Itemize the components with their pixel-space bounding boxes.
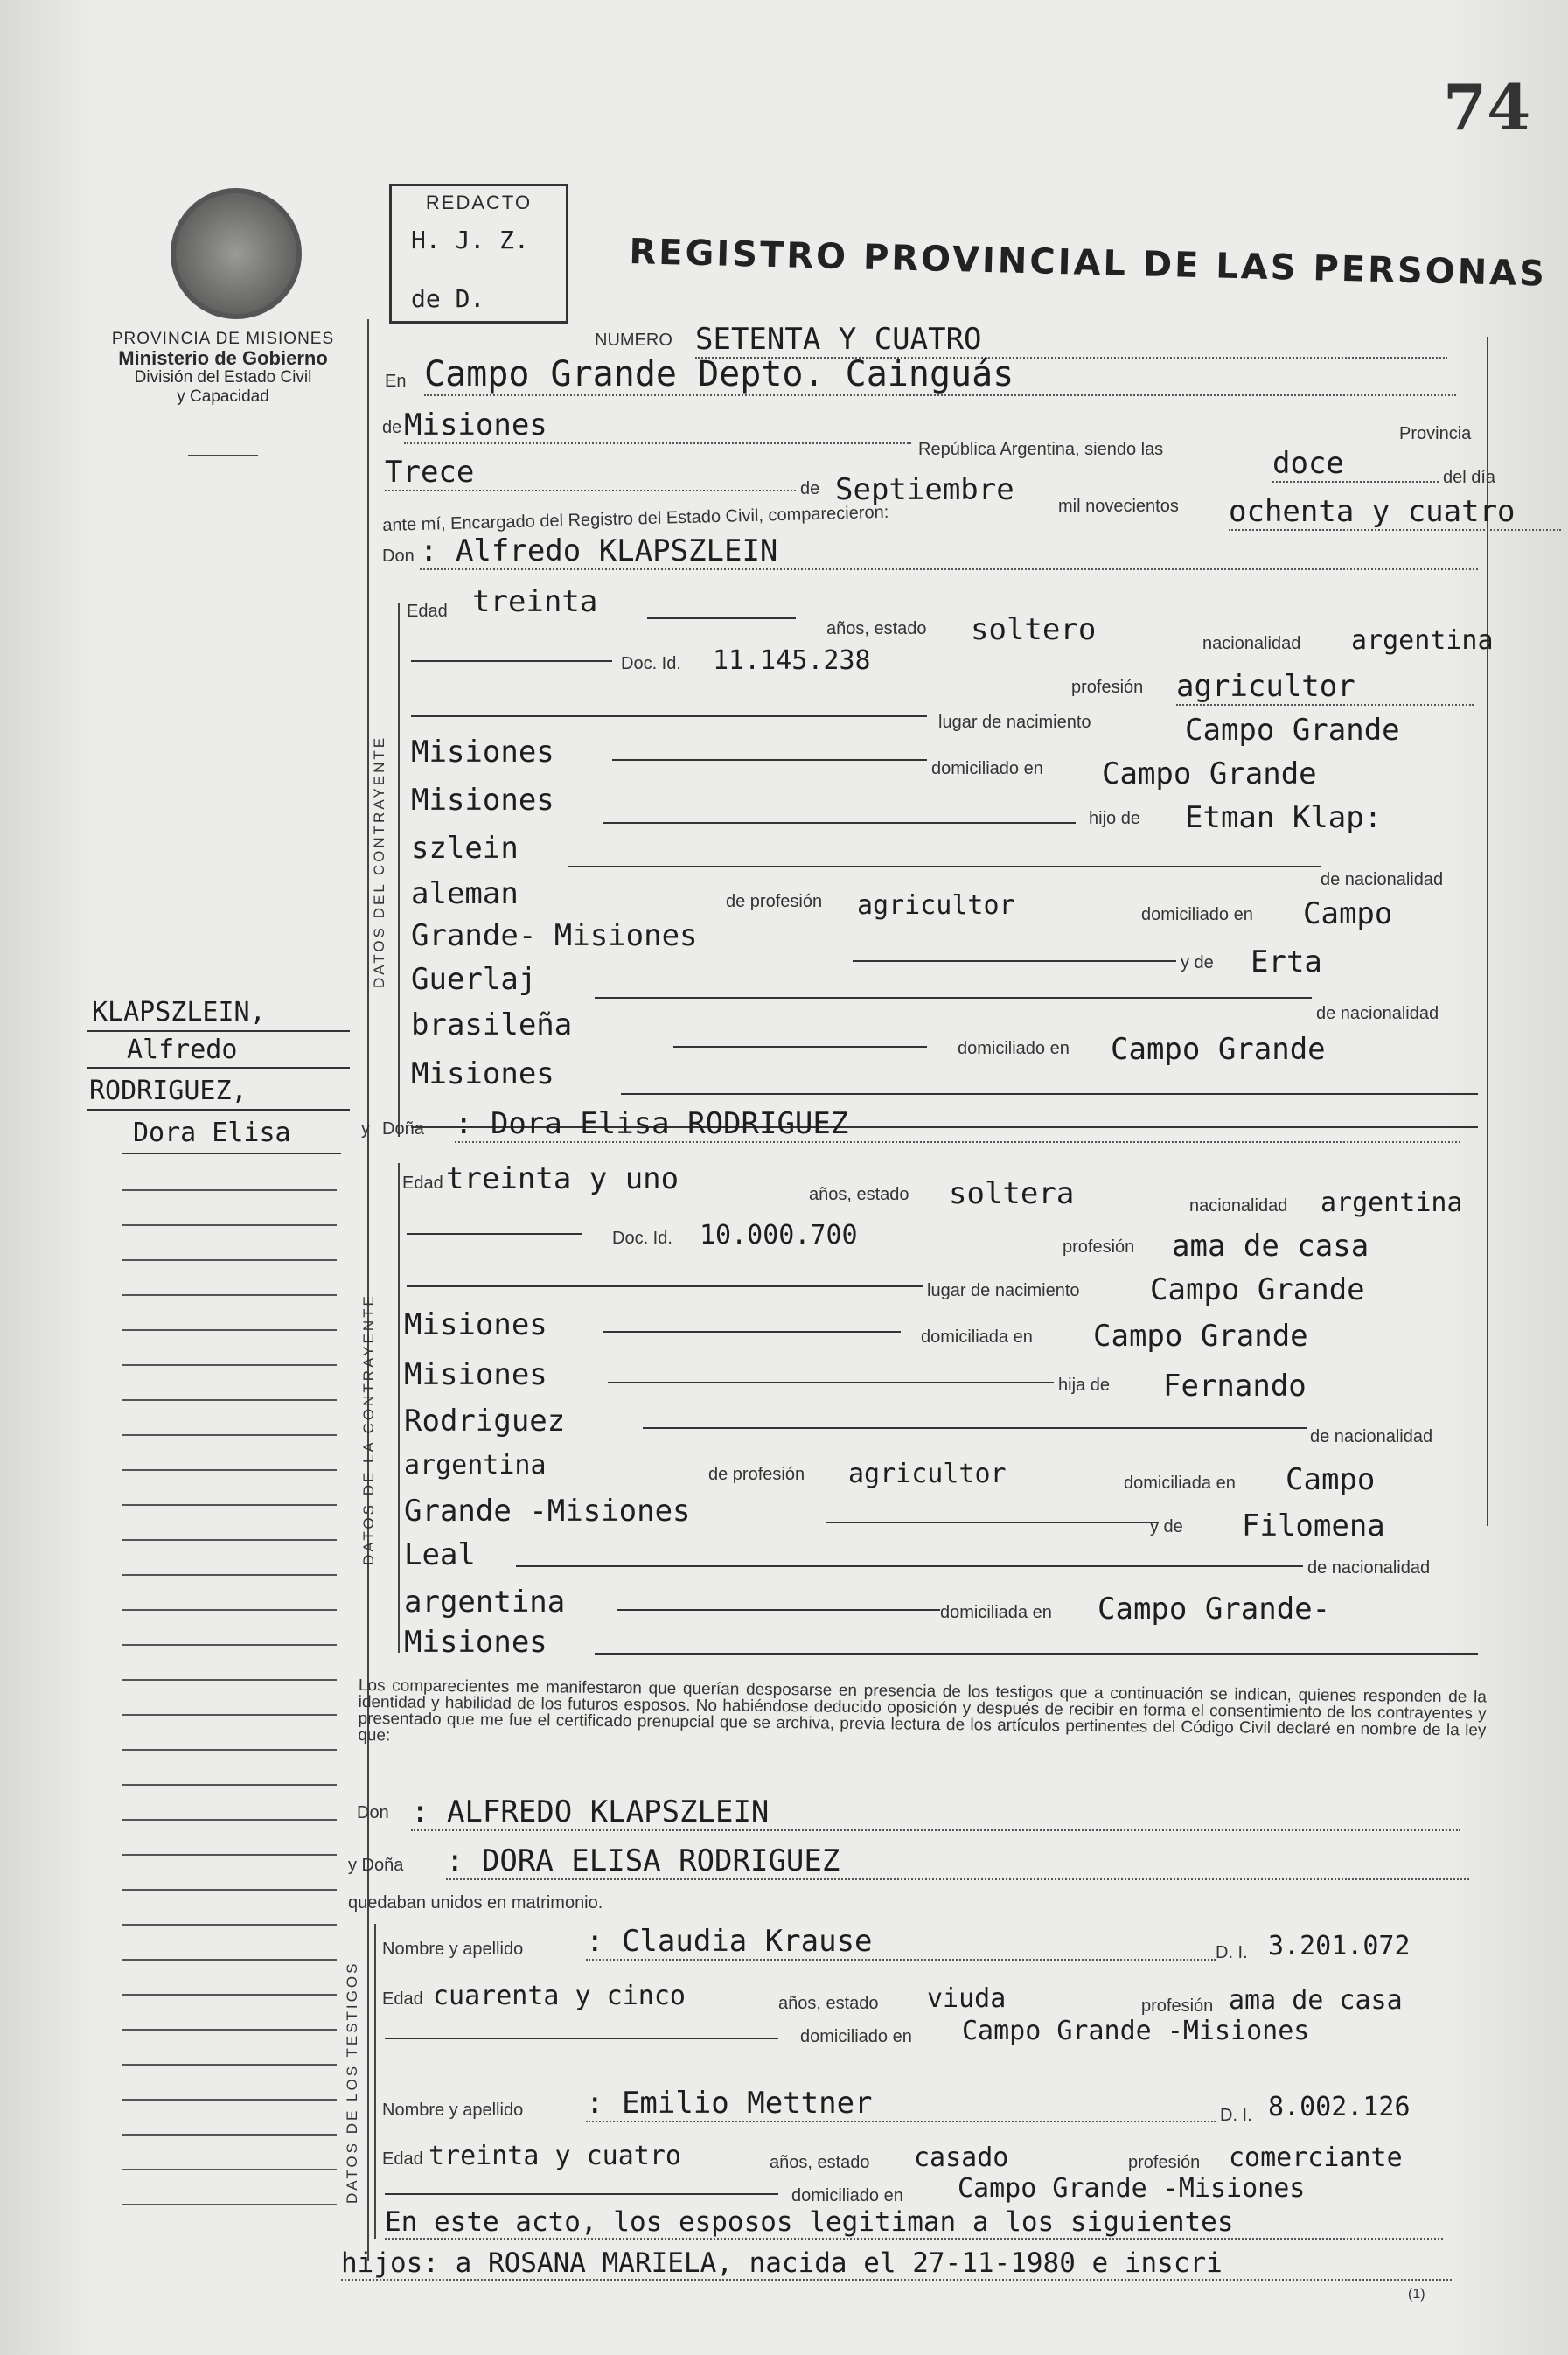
testigos-bracket <box>374 1924 376 2239</box>
lugar-label-2: lugar de nacimiento <box>927 1281 1080 1300</box>
contrayenta-domicilio: Campo Grande <box>1093 1319 1308 1354</box>
padre-domicilio-cont: Grande- Misiones <box>411 918 698 953</box>
y-de-label-2: y de <box>1150 1517 1183 1536</box>
hora-value: doce <box>1272 446 1439 483</box>
profesion-label: profesión <box>1071 678 1144 697</box>
edad-label: Edad <box>407 602 448 621</box>
contrayenta-doc: 10.000.700 <box>700 1220 858 1251</box>
testigo2-nombre-label: Nombre y apellido <box>382 2101 524 2120</box>
testigo2-estado: casado <box>914 2142 1009 2173</box>
edad-label-2: Edad <box>402 1174 443 1193</box>
rule <box>595 997 1312 999</box>
division-line-1: División del Estado Civil <box>134 368 312 387</box>
margin-rule-line <box>122 1819 337 1821</box>
margin-rule-line <box>122 1784 337 1786</box>
margin-rule-line <box>122 1504 337 1506</box>
margin-rule-line <box>122 1749 337 1751</box>
contrayenta-madre-nac: argentina <box>404 1585 566 1620</box>
redacto-label: REDACTO <box>425 192 533 213</box>
contrayente-domicilio: Campo Grande <box>1102 756 1317 791</box>
rule <box>411 715 927 717</box>
margin-surname-bride: RODRIGUEZ, <box>89 1076 247 1106</box>
contrayenta-padre-prof: agricultor <box>848 1459 1007 1489</box>
contrayenta-padre-dom: Campo <box>1286 1462 1376 1497</box>
numero-value: SETENTA Y CUATRO <box>695 322 1447 359</box>
domiciliado-label: domiciliado en <box>931 759 1043 778</box>
contrayenta-nacionalidad: argentina <box>1321 1188 1463 1218</box>
provincia-label: Provincia <box>1399 424 1472 443</box>
declaration-paragraph: Los comparecientes me manifestaron que querían desposarse en presencia de los testigos que a continuación se indican, quienes responden de la identidad y habilidad de los futuros esposos. No habiéndose deducido oposición y después de recibir en forma el consentimiento de los contrayentes y presentado que me fue el certificado prenupcial que se archiva, previa lectura de los artículos pertinentes del Código Civil declaré en nombre de la ley que: <box>358 1676 1487 1745</box>
y-label: y <box>361 1119 370 1139</box>
rule <box>673 1046 927 1048</box>
contrayente-bracket <box>398 603 400 1137</box>
margin-rule-line <box>122 1609 337 1611</box>
don-value: : Alfredo KLAPSZLEIN <box>420 533 1478 570</box>
testigo2-di: 8.002.126 <box>1268 2092 1411 2122</box>
dona-label: Doña <box>382 1119 424 1139</box>
rule <box>608 1382 1054 1383</box>
margin-rule-line <box>122 1574 337 1576</box>
rule <box>122 1153 341 1154</box>
contrayente-estado: soltero <box>971 612 1097 647</box>
decl-don-value: : ALFREDO KLAPSZLEIN <box>411 1794 1460 1831</box>
rule <box>595 1653 1478 1655</box>
rule <box>568 866 1321 867</box>
nacionalidad-label-2: nacionalidad <box>1189 1196 1288 1216</box>
padre-domicilio: Campo <box>1303 896 1393 931</box>
margin-rule-line <box>122 2134 337 2136</box>
contrayente-lugar: Campo Grande <box>1185 713 1400 748</box>
rule <box>621 1093 1478 1095</box>
nacionalidad-label: nacionalidad <box>1202 634 1301 653</box>
ministry-line: Ministerio de Gobierno <box>118 347 328 369</box>
division-line-2: y Capacidad <box>177 387 269 406</box>
testigo1-edad: cuarenta y cinco <box>433 1981 686 2011</box>
header-divider <box>188 455 258 456</box>
document-title: REGISTRO PROVINCIAL DE LAS PERSONAS <box>628 232 1548 295</box>
testigo1-domicilio: Campo Grande -Misiones <box>962 2016 1310 2046</box>
redacto-initials: H. J. Z. <box>411 226 529 254</box>
rule <box>407 1233 582 1235</box>
margin-rule-line <box>122 1959 337 1961</box>
page-number: 74 <box>1443 70 1531 144</box>
rule <box>617 1609 940 1611</box>
madre-nombre: Erta <box>1251 944 1322 979</box>
margin-surname-groom: KLAPSZLEIN, <box>92 997 266 1028</box>
padre-nombre-cont: szlein <box>411 831 519 866</box>
contrayente-nacionalidad: argentina <box>1351 625 1494 656</box>
margin-rule-line <box>122 1434 337 1436</box>
margin-rule-line <box>122 1644 337 1646</box>
margin-rule-line <box>122 1714 337 1716</box>
margin-rule-line <box>122 2029 337 2031</box>
de-nacionalidad-label-4: de nacionalidad <box>1307 1558 1431 1578</box>
contrayenta-lugar: Campo Grande <box>1150 1272 1365 1307</box>
margin-rule-line <box>122 1259 337 1261</box>
de-nacionalidad-label-3: de nacionalidad <box>1310 1427 1433 1446</box>
contrayente-lugar-cont: Misiones <box>411 735 554 770</box>
rule <box>603 1331 901 1333</box>
madre-domicilio-cont: Misiones <box>411 1056 554 1091</box>
margin-rule-line <box>122 1294 337 1296</box>
rule <box>411 660 612 662</box>
margin-rule-line <box>122 1994 337 1996</box>
redacto-stamp-box <box>389 184 568 324</box>
contrayenta-madre-dom-cont: Misiones <box>404 1625 547 1660</box>
contrayenta-edad: treinta y uno <box>446 1161 679 1196</box>
testigo2-profesion-label: profesión <box>1128 2153 1201 2172</box>
margin-rule-line <box>122 1399 337 1401</box>
lugar-label: lugar de nacimiento <box>938 713 1091 732</box>
en-label: En <box>385 372 407 391</box>
left-margin-rule <box>367 319 369 2261</box>
en-value: Campo Grande Depto. Cainguás <box>424 354 1456 396</box>
margin-rule-line <box>122 2204 337 2205</box>
testigo1-di-label: D. I. <box>1216 1943 1248 1962</box>
testigo1-edad-label: Edad <box>382 1989 423 2009</box>
republica-text: República Argentina, siendo las <box>918 440 1164 459</box>
domiciliado-label-2: domiciliado en <box>1141 905 1253 924</box>
doc-label: Doc. Id. <box>621 654 681 673</box>
contrayenta-madre-cont: Leal <box>404 1537 476 1572</box>
contrayenta-estado: soltera <box>949 1176 1075 1211</box>
provincial-seal-emblem <box>171 188 302 319</box>
anos-estado-label: años, estado <box>826 619 927 638</box>
dia-value: Trece <box>385 455 796 491</box>
rule <box>647 617 796 619</box>
side-label-contrayenta: DATOS DE LA CONTRAYENTE <box>360 1293 377 1565</box>
margin-rule-line <box>122 1924 337 1926</box>
margin-rule-line <box>122 1469 337 1471</box>
madre-nacionalidad: brasileña <box>411 1007 573 1042</box>
contrayente-doc: 11.145.238 <box>713 645 871 676</box>
margin-rule-line <box>122 1224 337 1226</box>
de-nacionalidad-label: de nacionalidad <box>1321 870 1444 889</box>
contrayenta-bracket <box>398 1163 400 1653</box>
y-de-label: y de <box>1181 953 1214 972</box>
testigo2-estado-label: años, estado <box>770 2153 870 2172</box>
margin-rule-line <box>122 2099 337 2101</box>
ante-text: ante mí, Encargado del Registro del Estado Civil, comparecieron: <box>382 502 889 535</box>
testigo1-di: 3.201.072 <box>1268 1931 1411 1961</box>
contrayenta-padre-dom-cont: Grande -Misiones <box>404 1494 691 1529</box>
don-label: Don <box>382 547 415 566</box>
de-profesion-label-2: de profesión <box>708 1465 805 1484</box>
contrayenta-nombre: : Dora Elisa RODRIGUEZ <box>455 1106 1460 1143</box>
anos-estado-label-2: años, estado <box>809 1185 909 1204</box>
quedaban-text: quedaban unidos en matrimonio. <box>348 1893 603 1913</box>
padre-profesion: agricultor <box>857 890 1015 921</box>
hija-de-label: hija de <box>1058 1376 1110 1395</box>
contrayente-profesion: agricultor <box>1176 669 1474 706</box>
margin-rule-line <box>122 2064 337 2066</box>
rule <box>516 1565 1303 1567</box>
contrayenta-madre-dom: Campo Grande- <box>1098 1592 1331 1627</box>
rule <box>87 1109 350 1111</box>
padre-nacionalidad: aleman <box>411 876 519 911</box>
de2-label: de <box>800 479 820 498</box>
side-label-testigos: DATOS DE LOS TESTIGOS <box>344 1961 360 2204</box>
testigo2-profesion: comerciante <box>1229 2142 1403 2173</box>
madre-nombre-cont: Guerlaj <box>411 962 537 997</box>
contrayenta-profesion: ama de casa <box>1172 1229 1369 1264</box>
de-nacionalidad-label-2: de nacionalidad <box>1316 1004 1439 1023</box>
hijo-de-label: hijo de <box>1089 809 1140 828</box>
contrayenta-lugar-cont: Misiones <box>404 1307 547 1342</box>
margin-rule-line <box>122 1189 337 1191</box>
provincia-value: Misiones <box>404 408 911 444</box>
contrayenta-padre: Fernando <box>1163 1369 1307 1404</box>
side-label-contrayente: DATOS DEL CONTRAYENTE <box>371 735 387 988</box>
rule <box>385 2038 778 2039</box>
decl-dona-value: : DORA ELISA RODRIGUEZ <box>446 1843 1469 1880</box>
anio-value: ochenta y cuatro <box>1229 494 1561 531</box>
de-label: de <box>382 418 402 437</box>
de-profesion-label: de profesión <box>726 892 823 911</box>
rule <box>87 1030 350 1032</box>
del-dia-label: del día <box>1443 468 1496 487</box>
testigo1-profesion: ama de casa <box>1229 1985 1403 2016</box>
margin-rule-line <box>122 1539 337 1541</box>
contrayente-domicilio-cont: Misiones <box>411 783 554 818</box>
margin-rule-line <box>122 1364 337 1366</box>
testigo1-estado: viuda <box>927 1983 1007 2014</box>
contrayenta-domicilio-cont: Misiones <box>404 1357 547 1392</box>
rule <box>87 1067 350 1069</box>
closing-mark: (1) <box>1408 2287 1425 2302</box>
padre-nombre: Etman Klap: <box>1185 800 1383 835</box>
mes-value: Septiembre <box>835 472 1014 507</box>
margin-name-bride: Dora Elisa <box>133 1118 291 1148</box>
testigo2-nombre: : Emilio Mettner <box>586 2086 1216 2122</box>
margin-rule-line <box>122 2169 337 2170</box>
margin-rule-line <box>122 1679 337 1681</box>
decl-y-dona-label: y Doña <box>348 1856 404 1875</box>
testigo2-edad: treinta y cuatro <box>429 2141 681 2171</box>
contrayenta-padre-nac: argentina <box>404 1450 547 1481</box>
numero-label: NUMERO <box>595 331 672 350</box>
issuing-office <box>83 330 363 407</box>
contrayente-edad: treinta <box>472 584 598 619</box>
margin-rule-line <box>122 1854 337 1856</box>
testigo1-nombre: : Claudia Krause <box>586 1924 1216 1961</box>
rule <box>603 822 1076 824</box>
testigo2-di-label: D. I. <box>1220 2106 1252 2125</box>
closing-line-1: En este acto, los esposos legitiman a los siguientes <box>385 2206 1443 2240</box>
rule <box>407 1285 923 1287</box>
mil-label: mil novecientos <box>1058 497 1179 516</box>
testigo1-estado-label: años, estado <box>778 1994 879 2013</box>
testigo1-profesion-label: profesión <box>1141 1996 1214 2016</box>
domiciliada-label-2: domiciliada en <box>1124 1474 1236 1493</box>
rule <box>385 2193 778 2195</box>
madre-domicilio: Campo Grande <box>1111 1032 1326 1067</box>
margin-name-groom: Alfredo <box>127 1035 238 1065</box>
contrayenta-padre-cont: Rodriguez <box>404 1404 566 1439</box>
domiciliado-label-3: domiciliado en <box>958 1039 1070 1058</box>
doc-label-2: Doc. Id. <box>612 1229 672 1248</box>
testigo2-domicilio: Campo Grande -Misiones <box>958 2173 1306 2204</box>
domiciliada-label-3: domiciliada en <box>940 1603 1052 1622</box>
testigo2-domicilio-label: domiciliado en <box>791 2186 903 2205</box>
profesion-label-2: profesión <box>1063 1237 1135 1257</box>
testigo2-edad-label: Edad <box>382 2149 423 2169</box>
contrayenta-madre: Filomena <box>1242 1508 1385 1543</box>
province-line: PROVINCIA DE MISIONES <box>111 330 335 348</box>
decl-don-label: Don <box>357 1803 389 1822</box>
testigo1-nombre-label: Nombre y apellido <box>382 1940 524 1959</box>
closing-line-2: hijos: a ROSANA MARIELA, nacida el 27-11-1980 e inscri <box>341 2247 1452 2281</box>
rule <box>643 1427 1307 1429</box>
margin-rule-line <box>122 1329 337 1331</box>
testigo1-domicilio-label: domiciliado en <box>800 2027 912 2046</box>
rule <box>612 759 927 761</box>
domiciliada-label: domiciliada en <box>921 1327 1033 1347</box>
redacto-de-d: de D. <box>411 284 485 313</box>
rule <box>853 960 1176 962</box>
rule <box>826 1522 1159 1523</box>
margin-rule-line <box>122 1889 337 1891</box>
